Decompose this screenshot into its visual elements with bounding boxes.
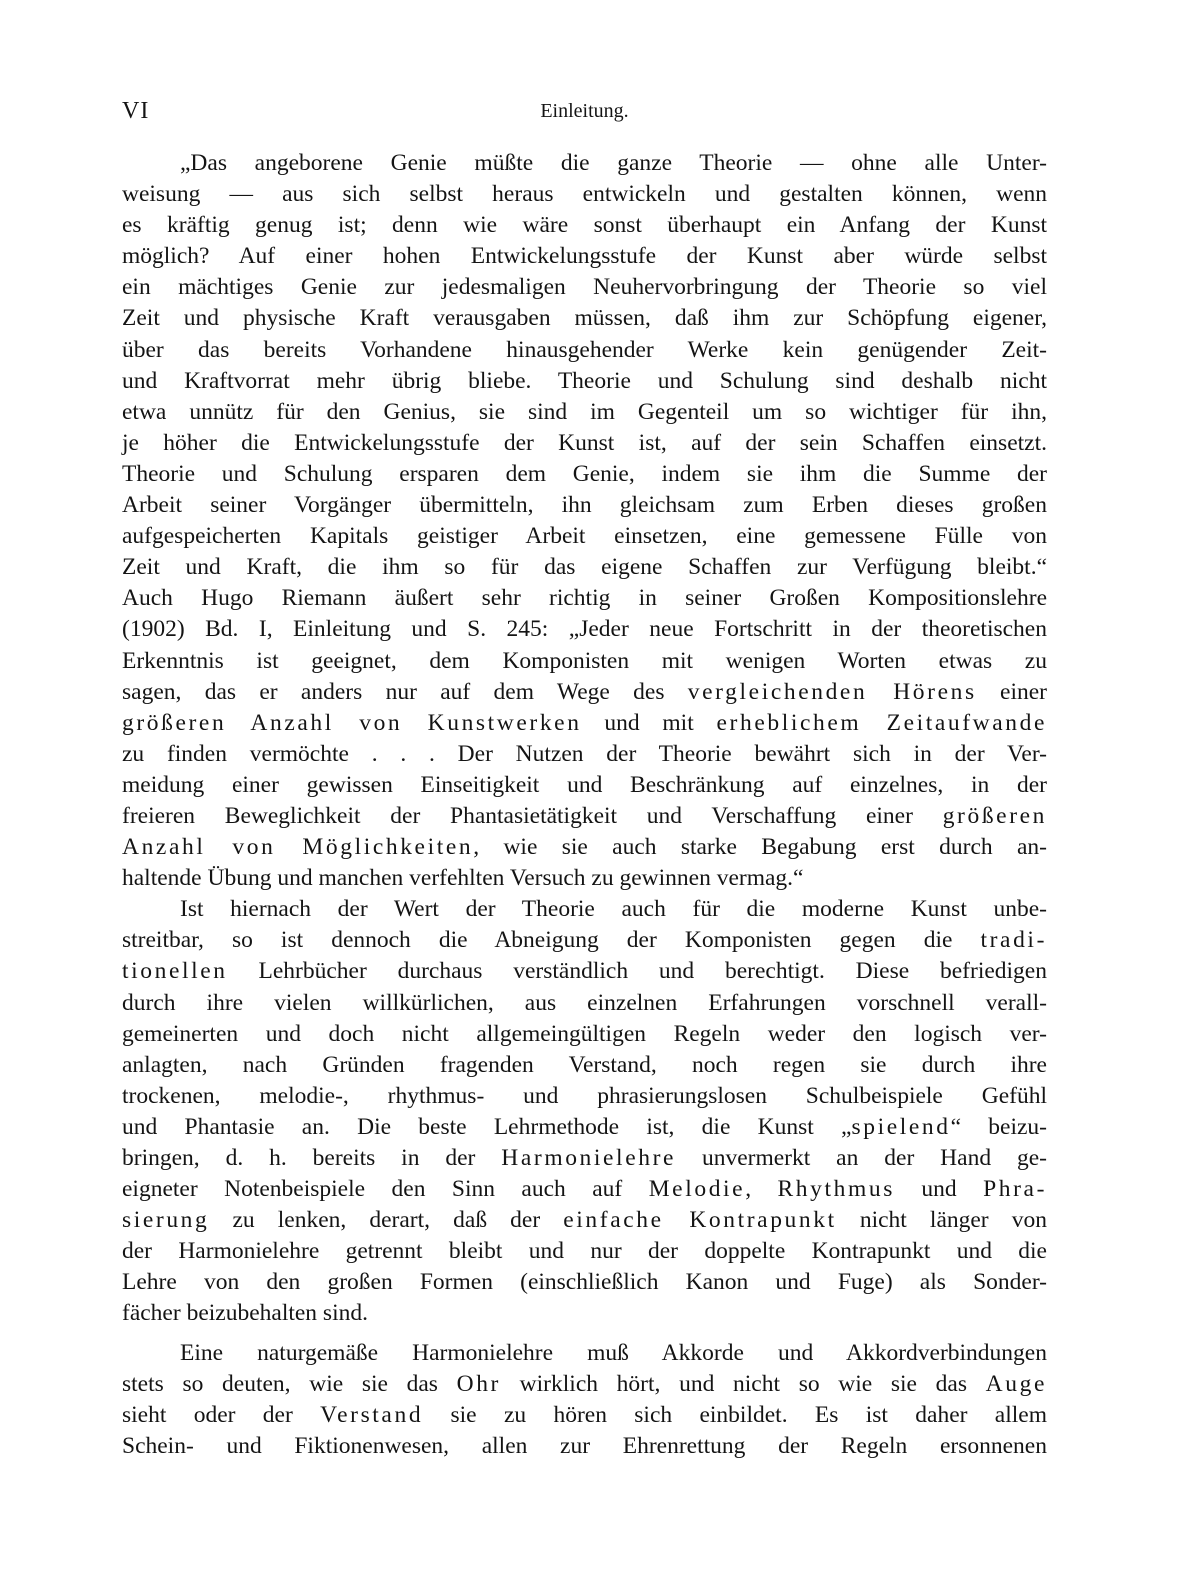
spaced-emphasis: Anzahl von Möglichkeiten bbox=[122, 834, 474, 861]
text-line bbox=[122, 1400, 1047, 1431]
text-run: über das bereits Vorhandene hinausgehender Werke kein genügender Zeit- bbox=[122, 336, 1047, 363]
text-run: sieht oder der bbox=[122, 1401, 321, 1428]
text-line bbox=[122, 1174, 1047, 1205]
running-head: Einleitung. bbox=[540, 100, 629, 122]
text-run: aufgespeicherten Kapitals geistiger Arbeit einsetzen, eine gemessene Fülle von bbox=[122, 523, 1047, 550]
text-line bbox=[122, 428, 1047, 459]
text-line bbox=[122, 583, 1047, 614]
text-run: nicht länger von bbox=[836, 1207, 1047, 1234]
text-line bbox=[122, 303, 1047, 334]
text-run: Eine naturgemäße Harmonielehre muß Akkorde und Akkordverbindungen bbox=[180, 1339, 1047, 1366]
text-run: Arbeit seiner Vorgänger übermitteln, ihn gleichsam zum Erben dieses großen bbox=[122, 492, 1047, 519]
text-run: Erkenntnis ist geeignet, dem Komponisten mit wenigen Worten etwas zu bbox=[122, 647, 1047, 674]
text-line bbox=[122, 241, 1047, 272]
text-run: Lehrbücher durchaus verständlich und berechtigt. Diese befriedigen bbox=[227, 958, 1047, 985]
text-line bbox=[122, 272, 1047, 303]
text-line bbox=[122, 832, 1047, 863]
text-line bbox=[122, 801, 1047, 832]
text-run: fächer beizubehalten sind. bbox=[122, 1300, 368, 1327]
text-line bbox=[122, 925, 1047, 956]
text-line bbox=[122, 397, 1047, 428]
text-run: weisung — aus sich selbst heraus entwickeln und gestalten können, wenn bbox=[122, 181, 1047, 208]
text-line bbox=[122, 1338, 1047, 1369]
text-run: bringen, d. h. bereits in der bbox=[122, 1145, 502, 1171]
text-line bbox=[122, 677, 1047, 708]
text-line bbox=[122, 1369, 1047, 1400]
paragraph bbox=[122, 894, 1047, 1329]
text-line bbox=[122, 988, 1047, 1019]
text-run: unvermerkt an der Hand ge- bbox=[676, 1145, 1047, 1171]
text-run: etwa unnütz für den Genius, sie sind im Gegenteil um so wichtiger für ihn, bbox=[122, 398, 1047, 425]
text-run: haltende Übung und manchen verfehlten Versuch zu gewinnen vermag.“ bbox=[122, 865, 804, 892]
text-run: Zeit und physische Kraft verausgaben müssen, daß ihm zur Schöpfung eigener, bbox=[122, 305, 1047, 332]
text-line bbox=[122, 459, 1047, 490]
text-line bbox=[122, 179, 1047, 210]
text-run: ein mächtiges Genie zur jedesmaligen Neuhervorbringung der Theorie so viel bbox=[122, 274, 1047, 301]
text-run: sagen, das er anders nur auf dem Wege des bbox=[122, 678, 688, 705]
paragraph bbox=[122, 148, 1047, 894]
text-run: zu lenken, derart, daß der bbox=[209, 1207, 564, 1234]
text-run: , wie sie auch starke Begabung erst durch an- bbox=[473, 834, 1047, 861]
spaced-emphasis: erheblichem Zeitaufwande bbox=[716, 709, 1048, 736]
text-run: und mit bbox=[581, 709, 717, 736]
text-run: meidung einer gewissen Einseitigkeit und Beschränkung auf einzelnes, in der bbox=[122, 771, 1047, 798]
text-line bbox=[122, 739, 1047, 770]
text-line bbox=[122, 1205, 1047, 1236]
text-line bbox=[122, 1267, 1047, 1298]
text-run: freieren Beweglichkeit der Phantasietätigkeit und Verschaffung einer bbox=[122, 802, 943, 829]
text-line bbox=[122, 1019, 1047, 1050]
text-line bbox=[122, 148, 1047, 179]
text-run: zu finden vermöchte . . . Der Nutzen der Theorie bewährt sich in der Ver- bbox=[122, 740, 1047, 767]
spaced-emphasis: Rhythmus bbox=[777, 1176, 895, 1203]
text-run: “ beizu- bbox=[950, 1113, 1047, 1140]
text-run: trockenen, melodie-, rhythmus- und phrasierungslosen Schulbeispiele Gefühl bbox=[122, 1082, 1047, 1109]
text-run: und Kraftvorrat mehr übrig bliebe. Theorie und Schulung sind deshalb nicht bbox=[122, 367, 1047, 394]
text-run: sie zu hören sich einbildet. Es ist daher allem bbox=[423, 1401, 1047, 1428]
text-line bbox=[122, 614, 1047, 645]
text-run: „Das angeborene Genie müßte die ganze Theorie — ohne alle Unter- bbox=[180, 150, 1047, 176]
text-line bbox=[122, 335, 1047, 366]
text-line bbox=[122, 1143, 1047, 1174]
body-text bbox=[122, 148, 1047, 1462]
paragraph bbox=[122, 1338, 1047, 1462]
text-line bbox=[122, 770, 1047, 801]
text-run: und bbox=[894, 1176, 984, 1203]
text-run: stets so deuten, wie sie das bbox=[122, 1370, 457, 1397]
spaced-emphasis: Melodie bbox=[648, 1176, 746, 1203]
text-run: je höher die Entwickelungsstufe der Kunst ist, auf der sein Schaffen einsetzt. bbox=[122, 429, 1047, 456]
text-line bbox=[122, 552, 1047, 583]
text-run: einer bbox=[976, 678, 1047, 705]
text-line bbox=[122, 210, 1047, 241]
spaced-emphasis: größeren bbox=[942, 802, 1047, 829]
text-run: wirklich hört, und nicht so wie sie das bbox=[501, 1370, 986, 1397]
text-line bbox=[122, 708, 1047, 739]
text-line bbox=[122, 1298, 1047, 1329]
text-line bbox=[122, 1112, 1047, 1143]
text-run: (1902) Bd. I, Einleitung und S. 245: „Jeder neue Fortschritt in der theoretischen bbox=[122, 616, 1047, 643]
text-run: Theorie und Schulung ersparen dem Genie, indem sie ihm die Summe der bbox=[122, 460, 1047, 487]
text-run: Zeit und Kraft, die ihm so für das eigene Schaffen zur Verfügung bleibt.“ bbox=[122, 554, 1047, 581]
text-line bbox=[122, 490, 1047, 521]
text-run: Ist hiernach der Wert der Theorie auch für die moderne Kunst unbe- bbox=[180, 896, 1047, 923]
text-line bbox=[122, 1081, 1047, 1112]
text-line bbox=[122, 956, 1047, 987]
text-run: es kräftig genug ist; denn wie wäre sonst überhaupt ein Anfang der Kunst bbox=[122, 212, 1047, 239]
text-run: möglich? Auf einer hohen Entwickelungsstufe der Kunst aber würde selbst bbox=[122, 243, 1047, 270]
text-line bbox=[122, 1050, 1047, 1081]
text-run: anlagten, nach Gründen fragenden Verstand, noch regen sie durch ihre bbox=[122, 1051, 1047, 1078]
spaced-emphasis: größeren Anzahl von Kunstwerken bbox=[122, 709, 582, 736]
spaced-emphasis: tradi- bbox=[980, 927, 1047, 954]
spaced-emphasis: vergleichenden Hörens bbox=[687, 678, 977, 705]
spaced-emphasis: Phra- bbox=[983, 1176, 1048, 1203]
page-number: VI bbox=[122, 98, 150, 124]
spaced-emphasis: sierung bbox=[122, 1207, 210, 1234]
spaced-emphasis: Verstand bbox=[320, 1401, 424, 1428]
text-line bbox=[122, 1236, 1047, 1267]
text-run: streitbar, so ist dennoch die Abneigung der Komponisten gegen die bbox=[122, 927, 981, 954]
text-line bbox=[122, 1431, 1047, 1462]
text-run: und Phantasie an. Die beste Lehrmethode ist, die Kunst „ bbox=[122, 1113, 852, 1140]
spaced-emphasis: tionellen bbox=[122, 958, 228, 985]
spaced-emphasis: einfache Kontrapunkt bbox=[563, 1207, 837, 1234]
text-run: Auch Hugo Riemann äußert sehr richtig in seiner Großen Kompositionslehre bbox=[122, 585, 1047, 612]
spaced-emphasis: Harmonielehre bbox=[501, 1145, 677, 1171]
text-run: der Harmonielehre getrennt bleibt und nur der doppelte Kontrapunkt und die bbox=[122, 1238, 1047, 1265]
text-run: Schein- und Fiktionenwesen, allen zur Ehrenrettung der Regeln ersonnenen bbox=[122, 1432, 1047, 1459]
spaced-emphasis: Auge bbox=[985, 1370, 1047, 1397]
text-line bbox=[122, 863, 1047, 894]
page-header bbox=[122, 98, 1047, 132]
spaced-emphasis: spielend bbox=[851, 1113, 951, 1140]
text-line bbox=[122, 646, 1047, 677]
text-run: , bbox=[745, 1176, 778, 1203]
spaced-emphasis: Ohr bbox=[456, 1370, 501, 1397]
paragraph-gap bbox=[122, 1330, 1047, 1338]
text-run: eigneter Notenbeispiele den Sinn auch auf bbox=[122, 1176, 649, 1203]
text-run: durch ihre vielen willkürlichen, aus einzelnen Erfahrungen vorschnell verall- bbox=[122, 989, 1047, 1016]
text-run: gemeinerten und doch nicht allgemeingültigen Regeln weder den logisch ver- bbox=[122, 1020, 1047, 1047]
text-line bbox=[122, 366, 1047, 397]
text-line bbox=[122, 894, 1047, 925]
text-line bbox=[122, 521, 1047, 552]
text-run: Lehre von den großen Formen (einschließlich Kanon und Fuge) als Sonder- bbox=[122, 1269, 1047, 1296]
